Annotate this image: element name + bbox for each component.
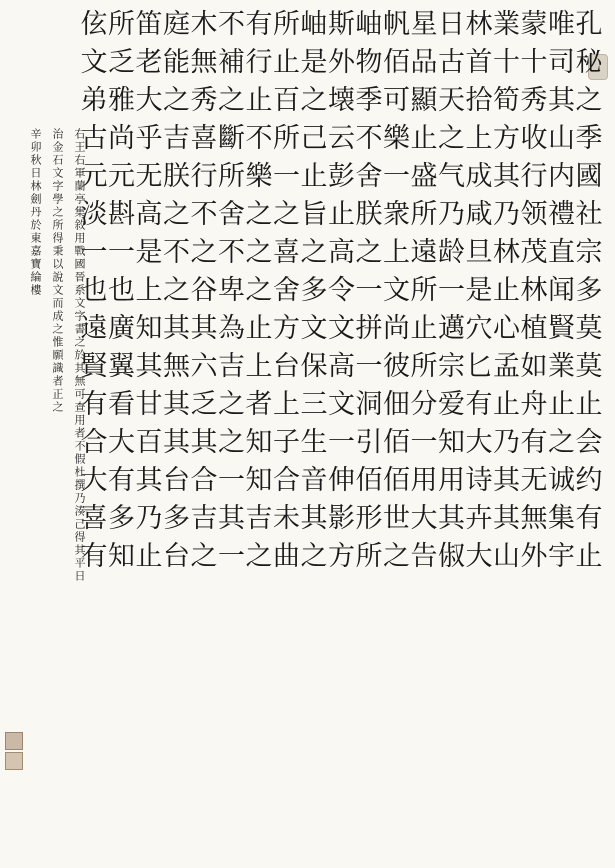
- glyph: 所: [273, 9, 300, 40]
- glyph: 林: [493, 237, 520, 268]
- glyph: 翼: [108, 351, 135, 382]
- glyph: 遠: [410, 237, 438, 268]
- glyph: 保: [300, 351, 328, 382]
- glyph: 岫: [355, 9, 383, 40]
- glyph: 乃: [135, 503, 163, 534]
- glyph: 止: [410, 123, 438, 154]
- glyph: 旦: [465, 237, 493, 268]
- glyph: 上: [135, 275, 163, 306]
- glyph: 一: [410, 427, 438, 458]
- glyph: 知: [135, 313, 163, 344]
- glyph: 宗: [438, 351, 465, 382]
- glyph: 甘: [135, 389, 163, 420]
- glyph: 筍: [493, 85, 520, 116]
- glyph: 有: [575, 503, 603, 534]
- glyph: 三: [300, 389, 328, 420]
- glyph: 止: [135, 541, 163, 572]
- glyph: 合: [80, 427, 108, 458]
- glyph: 用: [410, 465, 438, 496]
- glyph: 诚: [548, 465, 575, 496]
- glyph: 吉: [218, 351, 245, 382]
- glyph: 气: [438, 161, 465, 192]
- glyph: 有: [80, 541, 108, 572]
- glyph: 雅: [108, 85, 135, 116]
- glyph: 有: [465, 389, 493, 420]
- glyph: 一: [355, 275, 383, 306]
- glyph: 大: [465, 541, 493, 572]
- glyph: 吉: [190, 503, 218, 534]
- glyph: 喜: [273, 237, 300, 268]
- glyph: 多: [300, 275, 328, 306]
- glyph: 伭: [80, 9, 108, 40]
- glyph: 是: [135, 237, 163, 268]
- glyph: 蒙: [520, 9, 548, 40]
- glyph: 拼: [355, 313, 383, 344]
- glyph: 其: [135, 465, 163, 496]
- glyph: 宇: [548, 541, 575, 572]
- glyph: 己: [300, 123, 328, 154]
- glyph: 外: [328, 47, 355, 78]
- glyph: 所: [108, 9, 135, 40]
- glyph: 古: [80, 123, 108, 154]
- glyph: 成: [465, 161, 493, 192]
- glyph: 弟: [80, 85, 108, 116]
- glyph: 行: [245, 47, 273, 78]
- glyph: 知: [438, 427, 465, 458]
- glyph: 之: [548, 427, 575, 458]
- glyph: 约: [575, 465, 603, 496]
- glyph: 其: [218, 503, 245, 534]
- glyph: 斟: [108, 199, 135, 230]
- glyph: 知: [245, 465, 273, 496]
- glyph: 伸: [328, 465, 355, 496]
- glyph: 生: [300, 427, 328, 458]
- glyph: 领: [520, 199, 548, 230]
- glyph: 止: [493, 275, 520, 306]
- glyph: 直: [548, 237, 575, 268]
- glyph: 告: [410, 541, 438, 572]
- glyph: 令: [328, 275, 355, 306]
- glyph: 之: [438, 123, 465, 154]
- glyph: 吉: [163, 123, 190, 154]
- glyph: 曲: [273, 541, 300, 572]
- glyph: 其: [163, 427, 190, 458]
- glyph: 所: [410, 275, 438, 306]
- glyph: 斷: [218, 123, 245, 154]
- glyph: 大: [465, 427, 493, 458]
- glyph: 世: [383, 503, 410, 534]
- glyph: 者: [245, 389, 273, 420]
- glyph: 其: [548, 85, 575, 116]
- glyph: 乃: [493, 199, 520, 230]
- glyph: 秀: [190, 85, 218, 116]
- glyph: 佰: [383, 465, 410, 496]
- glyph: 不: [163, 237, 190, 268]
- glyph: 止: [548, 389, 575, 420]
- glyph: 文: [80, 47, 108, 78]
- glyph: 合: [273, 465, 300, 496]
- glyph: 莫: [575, 351, 603, 382]
- inscription-line-1: 右王右軍蘭亭集敘用戰國晉系文字書之於其無可查用者不假杜撰乃湊己得其平日: [73, 128, 86, 583]
- glyph: 淡: [80, 199, 108, 230]
- glyph: 其: [190, 313, 218, 344]
- glyph: 一: [218, 465, 245, 496]
- glyph: 一: [218, 541, 245, 572]
- glyph: 孔: [575, 9, 603, 40]
- glyph: 音: [300, 465, 328, 496]
- glyph: 止: [300, 161, 328, 192]
- glyph: 龄: [438, 237, 465, 268]
- inscription-line-3: 辛卯秋日林劍丹於東嘉寶綸樓: [29, 128, 42, 297]
- glyph: 賢: [80, 351, 108, 382]
- glyph: 匕: [465, 351, 493, 382]
- glyph: 六: [190, 351, 218, 382]
- glyph: 知: [108, 541, 135, 572]
- glyph: 帆: [383, 9, 410, 40]
- glyph: 佰: [383, 427, 410, 458]
- glyph: 方: [273, 313, 300, 344]
- glyph: 之: [245, 541, 273, 572]
- glyph: 方: [328, 541, 355, 572]
- glyph: 多: [108, 503, 135, 534]
- glyph: 上: [245, 351, 273, 382]
- glyph: 止: [575, 389, 603, 420]
- glyph: 業: [548, 351, 575, 382]
- glyph: 樂: [245, 161, 273, 192]
- glyph: 之: [245, 199, 273, 230]
- glyph: 之: [190, 541, 218, 572]
- glyph: 尚: [383, 313, 410, 344]
- glyph: 物: [355, 47, 383, 78]
- glyph: 老: [135, 47, 163, 78]
- glyph: 彼: [383, 351, 410, 382]
- glyph: 止: [245, 313, 273, 344]
- glyph: 卑: [218, 275, 245, 306]
- glyph: 之: [218, 389, 245, 420]
- glyph: 其: [190, 427, 218, 458]
- glyph: 爱: [438, 389, 465, 420]
- glyph: 其: [163, 313, 190, 344]
- glyph: 尚: [108, 123, 135, 154]
- glyph: 社: [575, 199, 603, 230]
- glyph: 其: [493, 465, 520, 496]
- glyph: 咸: [465, 199, 493, 230]
- glyph: 天: [438, 85, 465, 116]
- glyph: 盛: [410, 161, 438, 192]
- glyph: 朕: [355, 199, 383, 230]
- glyph: 朕: [163, 161, 190, 192]
- glyph: 分: [410, 389, 438, 420]
- glyph: 衆: [383, 199, 410, 230]
- glyph: 引: [355, 427, 383, 458]
- glyph: 所: [410, 199, 438, 230]
- glyph: 舍: [273, 275, 300, 306]
- glyph: 星: [410, 9, 438, 40]
- glyph: 文: [328, 389, 355, 420]
- glyph: 宗: [575, 237, 603, 268]
- glyph: 斯: [328, 9, 355, 40]
- glyph: 十: [493, 47, 520, 78]
- glyph: 是: [465, 275, 493, 306]
- glyph: 之: [245, 237, 273, 268]
- glyph: 佰: [383, 47, 410, 78]
- glyph: 旨: [300, 199, 328, 230]
- glyph: 大: [135, 85, 163, 116]
- glyph: 佰: [355, 465, 383, 496]
- glyph: 知: [245, 427, 273, 458]
- glyph: 百: [273, 85, 300, 116]
- glyph: 影: [328, 503, 355, 534]
- glyph: 喜: [190, 123, 218, 154]
- glyph: 有: [108, 465, 135, 496]
- glyph: 不: [355, 123, 383, 154]
- glyph: 補: [218, 47, 245, 78]
- glyph: 元: [108, 161, 135, 192]
- glyph: 会: [575, 427, 603, 458]
- glyph: 無: [520, 503, 548, 534]
- glyph: 禮: [548, 199, 575, 230]
- glyph: 大: [80, 465, 108, 496]
- glyph: 可: [383, 85, 410, 116]
- glyph: 品: [410, 47, 438, 78]
- glyph: 其: [493, 161, 520, 192]
- glyph: 文: [383, 275, 410, 306]
- glyph: 為: [218, 313, 245, 344]
- glyph: 木: [190, 9, 218, 40]
- glyph: 乏: [190, 389, 218, 420]
- glyph: 穴: [465, 313, 493, 344]
- glyph: 日: [438, 9, 465, 40]
- glyph: 之: [218, 85, 245, 116]
- glyph: 诗: [465, 465, 493, 496]
- glyph: 方: [493, 123, 520, 154]
- glyph: 乃: [493, 427, 520, 458]
- glyph: 乎: [135, 123, 163, 154]
- glyph: 林: [465, 9, 493, 40]
- glyph: 邁: [438, 313, 465, 344]
- glyph: 廣: [108, 313, 135, 344]
- glyph: 乃: [438, 199, 465, 230]
- glyph: 用: [438, 465, 465, 496]
- glyph: 上: [465, 123, 493, 154]
- glyph: 拾: [465, 85, 493, 116]
- glyph: 無: [163, 351, 190, 382]
- glyph: 吉: [245, 503, 273, 534]
- glyph: 有: [80, 389, 108, 420]
- glyph: 林: [520, 275, 548, 306]
- glyph: 内: [548, 161, 575, 192]
- glyph: 植: [520, 313, 548, 344]
- glyph: 一: [328, 427, 355, 458]
- glyph: 所: [355, 541, 383, 572]
- glyph: 有: [245, 9, 273, 40]
- glyph: 不: [218, 237, 245, 268]
- glyph: 孟: [493, 351, 520, 382]
- glyph: 台: [273, 351, 300, 382]
- glyph: 台: [163, 541, 190, 572]
- glyph: 止: [328, 199, 355, 230]
- glyph: 乏: [108, 47, 135, 78]
- glyph: 不: [218, 9, 245, 40]
- glyph: 外: [520, 541, 548, 572]
- glyph: 無: [190, 47, 218, 78]
- seal-stamp-bottom-2: [5, 752, 23, 770]
- glyph: 行: [190, 161, 218, 192]
- glyph: 之: [355, 237, 383, 268]
- glyph: 集: [548, 503, 575, 534]
- glyph: 茂: [520, 237, 548, 268]
- glyph: 顯: [410, 85, 438, 116]
- glyph: 有: [520, 427, 548, 458]
- glyph: 所: [410, 351, 438, 382]
- glyph: 俶: [438, 541, 465, 572]
- glyph: 所: [218, 161, 245, 192]
- glyph: 洞: [355, 389, 383, 420]
- glyph: 喜: [80, 503, 108, 534]
- glyph: 不: [190, 199, 218, 230]
- glyph: 看: [108, 389, 135, 420]
- glyph: 一: [80, 237, 108, 268]
- glyph: 文: [328, 313, 355, 344]
- glyph: 樂: [383, 123, 410, 154]
- glyph: 之: [163, 85, 190, 116]
- glyph: 高: [135, 199, 163, 230]
- glyph: 未: [273, 503, 300, 534]
- glyph: 一: [355, 351, 383, 382]
- glyph: 庭: [163, 9, 190, 40]
- glyph: 也: [80, 275, 108, 306]
- glyph: 无: [520, 465, 548, 496]
- glyph: 大: [108, 427, 135, 458]
- glyph: 山: [493, 541, 520, 572]
- glyph: 台: [163, 465, 190, 496]
- glyph: 所: [273, 123, 300, 154]
- seal-stamp-bottom: [5, 732, 23, 750]
- glyph: 彭: [328, 161, 355, 192]
- glyph: 之: [575, 85, 603, 116]
- glyph: 司: [548, 47, 575, 78]
- glyph: 闻: [548, 275, 575, 306]
- glyph: 卉: [465, 503, 493, 534]
- glyph: 之: [163, 199, 190, 230]
- glyph: 業: [493, 9, 520, 40]
- glyph: 行: [520, 161, 548, 192]
- glyph: 國: [575, 161, 603, 192]
- glyph: 莫: [575, 313, 603, 344]
- glyph: 之: [245, 275, 273, 306]
- glyph: 其: [438, 503, 465, 534]
- glyph: 之: [300, 541, 328, 572]
- glyph: 也: [108, 275, 135, 306]
- glyph: 唯: [548, 9, 575, 40]
- glyph: 首: [465, 47, 493, 78]
- glyph: 是: [300, 47, 328, 78]
- glyph: 收: [520, 123, 548, 154]
- glyph: 止: [493, 389, 520, 420]
- glyph: 无: [135, 161, 163, 192]
- glyph: 之: [300, 237, 328, 268]
- glyph: 百: [135, 427, 163, 458]
- glyph: 元: [80, 161, 108, 192]
- glyph: 其: [163, 389, 190, 420]
- glyph: 古: [438, 47, 465, 78]
- inscription-line-2: 治金石文字學之所得秉以說文而成之惟願識者正之: [51, 128, 64, 414]
- glyph: 合: [190, 465, 218, 496]
- glyph: 文: [300, 313, 328, 344]
- glyph: 不: [245, 123, 273, 154]
- glyph: 上: [273, 389, 300, 420]
- glyph: 之: [190, 237, 218, 268]
- glyph: 季: [355, 85, 383, 116]
- glyph: 形: [355, 503, 383, 534]
- glyph: 止: [245, 85, 273, 116]
- glyph: 一: [273, 161, 300, 192]
- glyph: 高: [328, 237, 355, 268]
- glyph: 大: [410, 503, 438, 534]
- glyph: 秘: [575, 47, 603, 78]
- glyph: 其: [493, 503, 520, 534]
- glyph: 一: [108, 237, 135, 268]
- glyph: 高: [328, 351, 355, 382]
- glyph: 山: [548, 123, 575, 154]
- glyph: 壊: [328, 85, 355, 116]
- glyph: 之: [218, 427, 245, 458]
- glyph: 心: [493, 313, 520, 344]
- glyph: 舟: [520, 389, 548, 420]
- glyph: 止: [273, 47, 300, 78]
- glyph: 谷: [190, 275, 218, 306]
- glyph: 笛: [135, 9, 163, 40]
- glyph: 之: [300, 85, 328, 116]
- glyph: 之: [273, 199, 300, 230]
- glyph: 佃: [383, 389, 410, 420]
- glyph: 云: [328, 123, 355, 154]
- glyph: 舍: [355, 161, 383, 192]
- glyph: 多: [575, 275, 603, 306]
- glyph: 其: [300, 503, 328, 534]
- glyph: 舍: [218, 199, 245, 230]
- glyph: 子: [273, 427, 300, 458]
- glyph: 遠: [80, 313, 108, 344]
- glyph: 能: [163, 47, 190, 78]
- glyph: 止: [410, 313, 438, 344]
- glyph: 止: [575, 541, 603, 572]
- glyph: 岫: [300, 9, 328, 40]
- glyph: 之: [163, 275, 190, 306]
- glyph: 季: [575, 123, 603, 154]
- glyph: 十: [520, 47, 548, 78]
- glyph: 秀: [520, 85, 548, 116]
- glyph: 之: [383, 541, 410, 572]
- glyph: 其: [135, 351, 163, 382]
- glyph: 多: [163, 503, 190, 534]
- glyph: 上: [383, 237, 410, 268]
- glyph: 一: [438, 275, 465, 306]
- glyph: 賢: [548, 313, 575, 344]
- glyph: 一: [383, 161, 410, 192]
- glyph: 如: [520, 351, 548, 382]
